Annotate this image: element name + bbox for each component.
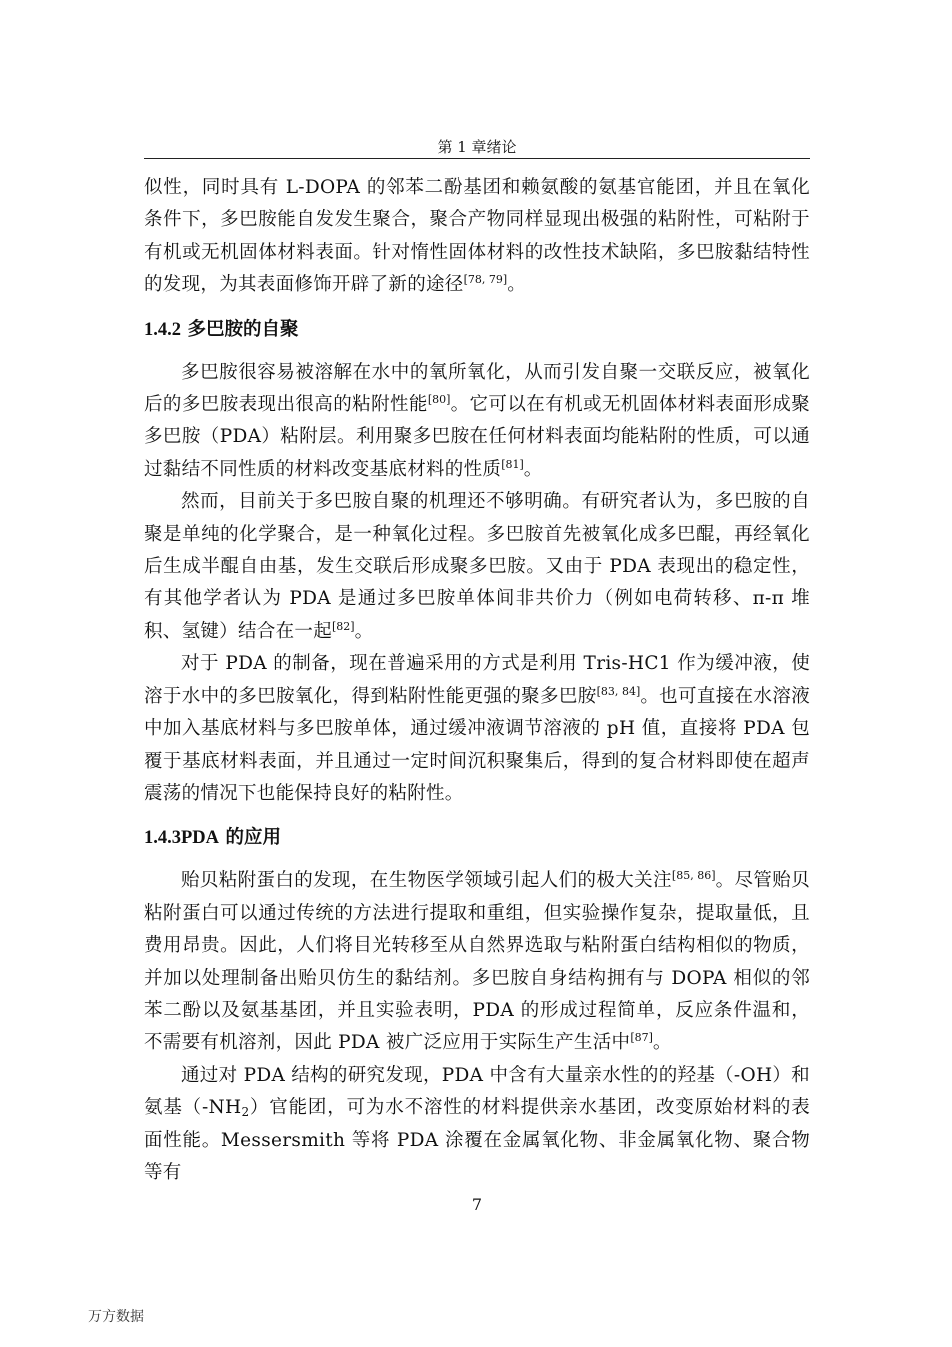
paragraph-text: ）官能团，可为水不溶性的材料提供亲水基团，改变原始材料的表面性能。Messersmith 等将 PDA 涂覆在金属氧化物、非金属氧化物、聚合物等有 bbox=[144, 1097, 811, 1183]
citation: [82] bbox=[332, 619, 355, 633]
page-body bbox=[144, 172, 810, 1189]
paragraph-text: 。它可以在有机或无机固体材料表面形成聚多巴胺（PDA）粘附层。利用聚多巴胺在任何材料表面均能粘附的性质，可以通过黏结不同性质的材料改变基底材料的性质 bbox=[144, 394, 810, 480]
running-header: 第 1 章绪论 bbox=[144, 136, 810, 159]
paragraph-text: 似性，同时具有 L-DOPA 的邻苯二酚基团和赖氨酸的氨基官能团，并且在氧化条件下，多巴胺能自发发生聚合，聚合产物同样显现出极强的粘附性，可粘附于有机或无机固体材料表面。针对惰性固体材料的改性技术缺陷，多巴胺黏结特性的发现，为其表面修饰开辟了新的途径 bbox=[144, 177, 810, 296]
citation: [83, 84] bbox=[596, 684, 641, 698]
section-number: 1.4.2 bbox=[144, 319, 181, 340]
paragraph-end: 。 bbox=[507, 274, 526, 296]
citation: [80] bbox=[427, 393, 451, 407]
section-number: 1.4.3PDA bbox=[144, 828, 220, 849]
section-heading-1-4-3 bbox=[144, 822, 810, 854]
paragraph-2 bbox=[144, 357, 810, 487]
paragraph-text: 。也可直接在水溶液中加入基底材料与多巴胺单体，通过缓冲液调节溶液的 pH 值，直接将 PDA 包覆于基底材料表面，并且通过一定时间沉积聚集后，得到的复合材料即使在超声震荡的情况下也能保持良好的粘附性。 bbox=[144, 685, 810, 804]
paragraph-end: 。 bbox=[523, 458, 543, 480]
paragraph-text: 通过对 PDA 结构的研究发现，PDA 中含有大量亲水性的的羟基（-OH）和氨基（-NH bbox=[144, 1064, 810, 1119]
paragraph-4 bbox=[144, 648, 810, 810]
watermark-text: 万方数据 bbox=[88, 1309, 144, 1325]
paragraph-5 bbox=[144, 865, 810, 1059]
paragraph-3 bbox=[144, 486, 810, 648]
paragraph-6 bbox=[144, 1060, 810, 1190]
citation: [85, 86] bbox=[671, 869, 716, 883]
page-number: 7 bbox=[471, 1195, 483, 1214]
section-title: 多巴胺的自聚 bbox=[187, 318, 299, 340]
citation: [87] bbox=[630, 1031, 653, 1045]
paragraph-1 bbox=[144, 172, 810, 302]
paragraph-text: 。尽管贻贝粘附蛋白可以通过传统的方法进行提取和重组，但实验操作复杂，提取量低，且费用昂贵。因此，人们将目光转移至从自然界选取与粘附蛋白结构相似的物质，并加以处理制备出贻贝仿生的黏结剂。多巴胺自身结构拥有与 DOPA 相似的邻苯二酚以及氨基基团，并且实验表明，PDA 的形成过程简单，反应条件温和，不需要有机溶剂，因此 PDA 被广泛应用于实际生产生活中 bbox=[144, 870, 810, 1054]
section-heading-1-4-2 bbox=[144, 314, 810, 346]
paragraph-text: 贻贝粘附蛋白的发现，在生物医学领域引起人们的极大关注 bbox=[181, 870, 672, 892]
paragraph-end: 。 bbox=[354, 620, 374, 642]
paragraph-text: 对于 PDA 的制备，现在普遍采用的方式是利用 Tris-HC1 作为缓冲液，使溶于水中的多巴胺氧化，得到粘附性能更强的聚多巴胺 bbox=[144, 653, 810, 707]
paragraph-text: 然而，目前关于多巴胺自聚的机理还不够明确。有研究者认为，多巴胺的自聚是单纯的化学聚合，是一种氧化过程。多巴胺首先被氧化成多巴醌，再经氧化后生成半醌自由基，发生交联后形成聚多巴胺。又由于 PDA 表现出的稳定性，有其他学者认为 PDA 是通过多巴胺单体间非共价力（例如电荷转移、π-π 堆积、氢键）结合在一起 bbox=[144, 491, 810, 642]
paragraph-end: 。 bbox=[652, 1032, 672, 1054]
paragraph-text: 多巴胺很容易被溶解在水中的氧所氧化，从而引发自聚一交联反应，被氧化后的多巴胺表现出很高的粘附性能 bbox=[144, 361, 810, 416]
citation: [78, 79] bbox=[463, 273, 508, 287]
subscript: 2 bbox=[241, 1105, 250, 1120]
citation: [81] bbox=[501, 457, 524, 471]
section-title: 的应用 bbox=[225, 827, 281, 849]
